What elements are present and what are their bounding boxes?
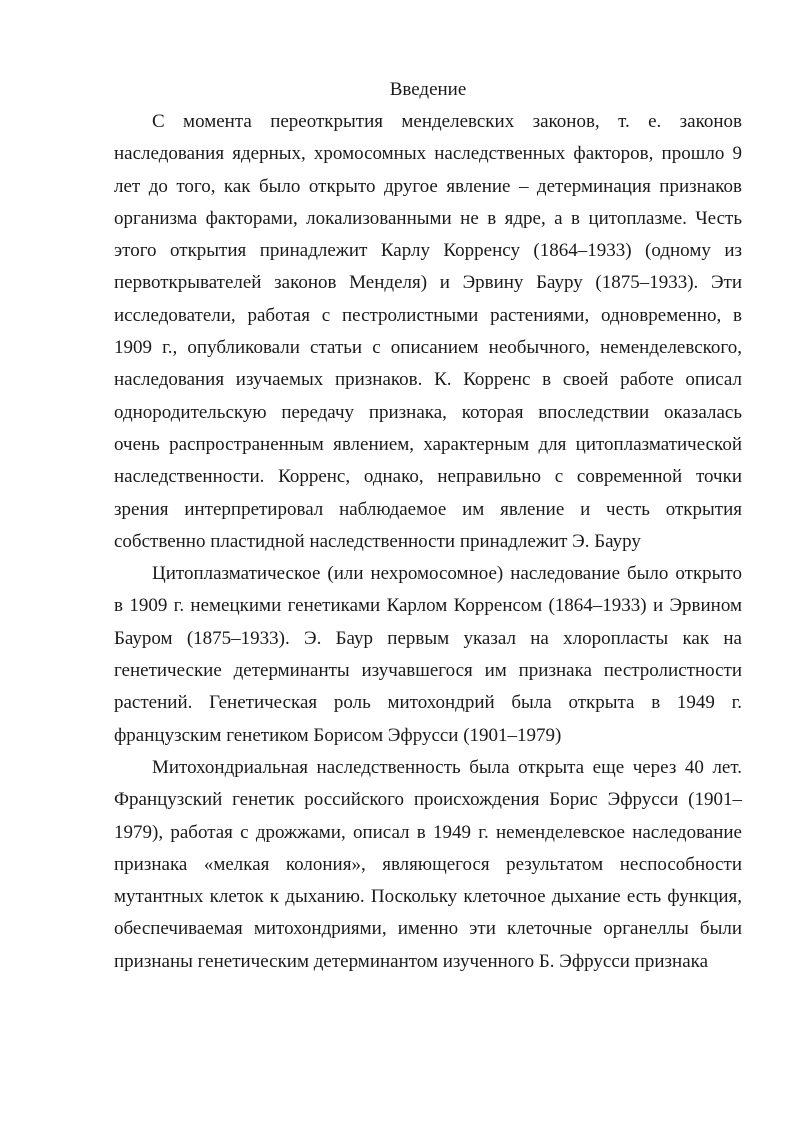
document-title: Введение [389, 79, 467, 100]
paragraph-introduction-2: Цитоплазматическое (или нехромосомное) наследование было открыто в 1909 г. немецкими генетиками Карлом Корренсом (1864–1933) и Эрвином Бауром (1875–1933). Э. Баур первым указал на хлоропласты как на генетические детерминанты изучавшегося им признака пестролистности растений. Генетическая роль митохондрий была открыта в 1949 г. французским генетиком Борисом Эфрусси (1901–1979) [114, 563, 742, 746]
paragraph-introduction-1: С момента переоткрытия менделевских законов, т. е. законов наследования ядерных, хромосомных наследственных факторов, прошло 9 лет до того, как было открыто другое явление – детерминация признаков организма факторами, локализованными не в ядре, а в цитоплазме. Честь этого открытия принадлежит Карлу Корренсу (1864–1933) (одному из первоткрывателей законов Менделя) и Эрвину Бауру (1875–1933). Эти исследователи, работая с пестролистными растениями, одновременно, в 1909 г., опубликовали статьи с описанием необычного, неменделевского, наследования изучаемых признаков. К. Корренс в своей работе описал однородительскую передачу признака, которая впоследствии оказалась очень распространенным явлением, характерным для цитоплазматической наследственности. Корренс, однако, неправильно с современной точки зрения интерпретировал наблюдаемое им явление и честь открытия собственно пластидной наследственности принадлежит Э. Бауру [114, 111, 742, 552]
paragraph-introduction-3: Митохондриальная наследственность была открыта еще через 40 лет. Французский генетик российского происхождения Борис Эфрусси (1901–1979), работая с дрожжами, описал в 1949 г. неменделевское наследование признака «мелкая колония», являющегося результатом неспособности мутантных клеток к дыханию. Поскольку клеточное дыхание есть функция, обеспечиваемая митохондриями, именно эти клеточные органеллы были признаны генетическим детерминантом изученного Б. Эфрусси признака [114, 756, 742, 972]
